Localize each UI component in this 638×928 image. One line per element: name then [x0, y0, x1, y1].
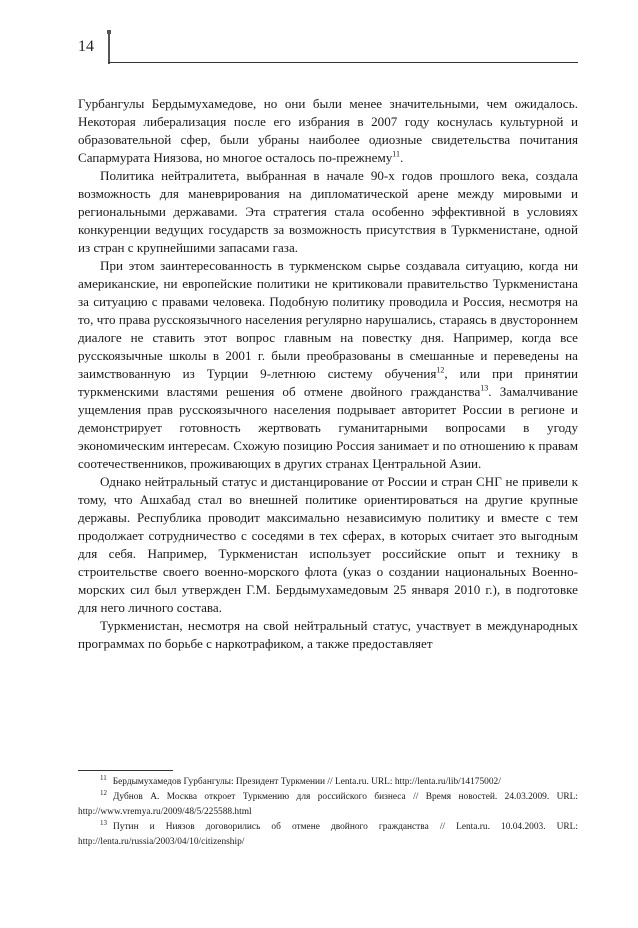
header-rule: [108, 62, 578, 63]
page-header: [78, 30, 578, 66]
text-run: Гурбангулы Бердымухамедове, но они были менее значительными, чем ожидалось. Некоторая либерализация после его избрания в 2007 году коснулась культурной и образовательной сфер, были убраны наиболее одиозные свидетельства почитания Сапармурата Ниязова, но многое осталось по-прежнему: [78, 96, 578, 165]
main-text: [78, 95, 578, 653]
footnote: [78, 820, 578, 850]
footnote: [78, 790, 578, 820]
footnote: [78, 775, 578, 790]
paragraph: [78, 473, 578, 617]
footnote-number: 12: [100, 788, 107, 797]
header-tick: [108, 34, 110, 64]
text-run: Туркменистан, несмотря на свой нейтральный статус, участвует в международных программах по борьбе с наркотрафиком, а также предоставляет: [78, 618, 578, 651]
footnote-number: 13: [100, 818, 107, 827]
text-run: , или при принятии туркменскими властями решения об отмене двойного гражданства: [78, 366, 579, 399]
footnote-text: Дубнов А. Москва откроет Туркмению для российского бизнеса // Время новостей. 24.03.2009. URL: http://www.vremya.ru/2009/48/5/225588.html: [78, 792, 578, 817]
footnote-ref: 13: [480, 383, 489, 393]
text-run: . Замалчивание ущемления прав русскоязычного населения подрывает авторитет России в регионе и демонстрирует готовность жертвовать гуманитарными вопросами в угоду экономическим интересам. Схожую позицию Россия занимает и по отношению к правам соотечественников, проживающих в других странах Центральной Азии.: [78, 384, 578, 471]
footnote-text: Путин и Ниязов договорились об отмене двойного гражданства // Lenta.ru. 10.04.2003. URL: http://lenta.ru/russia/2003/04/10/citizenship/: [78, 822, 578, 847]
footnote-ref: 11: [392, 149, 400, 159]
text-run: Политика нейтралитета, выбранная в начале 90-х годов прошлого века, создала возможность для маневрирования на дипломатической арене между мировыми и региональными державами. Эта стратегия стала особенно эффективной в условиях конкуренции ведущих государств за возможность присутствия в Туркменистане, одной из стран с крупнейшими запасами газа.: [78, 168, 578, 255]
text-run: .: [400, 150, 404, 165]
text-run: Однако нейтральный статус и дистанцирование от России и стран СНГ не привели к тому, что Ашхабад стал во внешней политике ориентироваться на другие крупные державы. Республика проводит максимально независимую политику и вместе с тем продолжает сотрудничество с соседями в тех сферах, в которых считает это выгодным для себя. Например, Туркменистан использует российские опыт и технику в строительстве своего военно-морского флота (указ о создании национальных Военно-морских сил был утвержден Г.М. Бердымухамедовым 25 января 2010 г.), в подготовке для него личного состава.: [78, 474, 578, 615]
paragraph: [78, 617, 578, 653]
footnote-text: Бердымухамедов Гурбангулы: Президент Туркмении // Lenta.ru. URL: http://lenta.ru/lib/14175002/: [112, 777, 501, 787]
paragraph: [78, 95, 578, 167]
footnote-number: 11: [100, 773, 107, 782]
footnote-ref: 12: [436, 365, 445, 375]
paragraph: [78, 167, 578, 257]
footnotes: [78, 770, 578, 850]
text-run: При этом заинтересованность в туркменском сырье создавала ситуацию, когда ни американские, ни европейские политики не критиковали правительство Туркменистана за ситуацию с правами человека. Подобную политику проводила и Россия, несмотря на то, что права русскоязычного населения регулярно нарушались, стараясь в двустороннем диалоге не ставить этот вопрос главным на повестку дня. Например, когда все русскоязычные школы в 2001 г. были преобразованы в смешанные и переведены на заимствованную из Турции 9-летнюю систему обучения: [78, 258, 578, 381]
page-number: 14: [78, 38, 94, 55]
paragraph: [78, 257, 578, 473]
footnote-rule: [78, 770, 173, 771]
